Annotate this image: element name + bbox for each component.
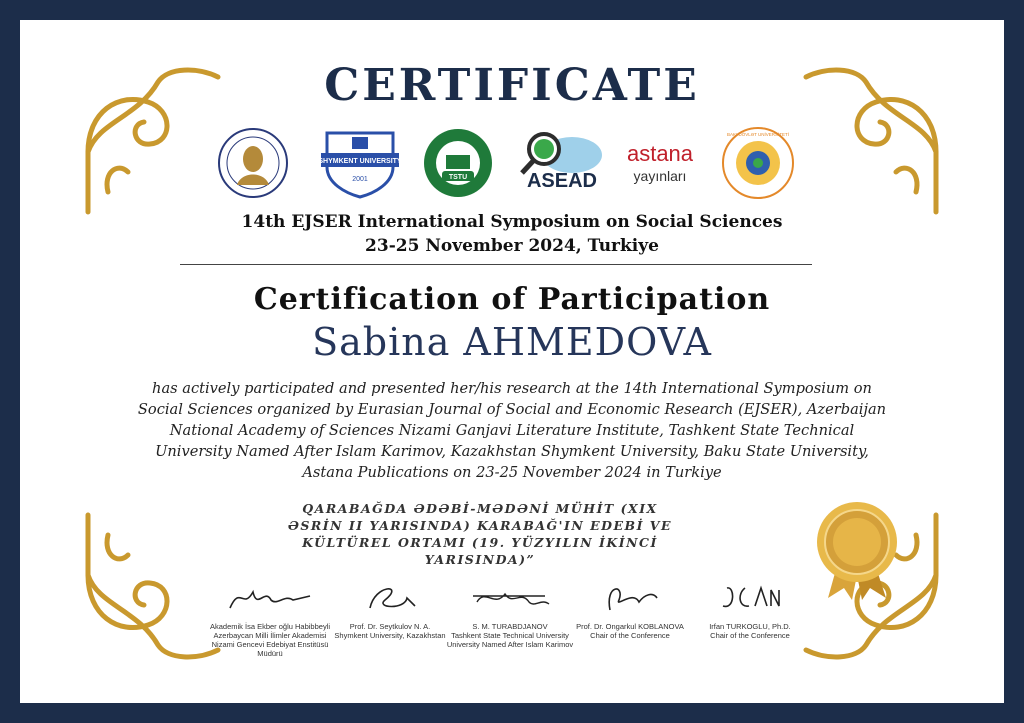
divider (180, 264, 812, 265)
signature-block (320, 580, 460, 640)
baku-university-logo (720, 125, 795, 200)
baku-label: BAKI DÖVLƏT UNİVERSİTETİ (726, 131, 789, 137)
symposium-info (20, 210, 1004, 258)
signatures (210, 580, 810, 670)
asead-label: ASEAD (526, 169, 597, 192)
signatory-line: Chair of the Conference (590, 631, 670, 640)
tstu-label: TSTU (448, 173, 467, 181)
astana-label-2: yayınları (633, 167, 687, 184)
signature-mark (345, 580, 435, 614)
signatory-line: University Named After Islam Karimov (446, 640, 574, 649)
shymkent-university-logo (315, 125, 405, 200)
partner-logos (210, 125, 810, 205)
tstu-logo (420, 125, 495, 200)
signature-mark (705, 580, 795, 614)
signatory-line: Shymkent University, Kazakhstan (334, 631, 446, 640)
signature-block (440, 580, 580, 649)
signatory-line: Tashkent State Technical University (451, 631, 569, 640)
signature-mark (585, 580, 675, 614)
signature-block (200, 580, 340, 658)
body-line: National Academy of Sciences Nizami Ganjavi Literature Institute, Tashkent State Technical (169, 422, 855, 439)
body-line: has actively participated and presented her/his research at the 14th International Symposium on (152, 380, 872, 397)
shymkent-year: 2001 (352, 175, 368, 183)
signatory-line: Nizami Gencevi Edebiyat Enstitüsü Müdürü (211, 640, 329, 658)
certification-heading: Certification of Participation (253, 282, 771, 317)
astana-label-1: astana (626, 140, 694, 166)
paper-title-line: QARABAĞDA ƏDƏBİ-MƏDƏNİ MÜHİT (XIX (302, 501, 658, 516)
signature-mark (465, 580, 555, 614)
paper-title-line: KÜLTÜREL ORTAMI (19. YÜZYILIN İKİNCİ (302, 535, 658, 550)
paper-title-line: ƏSRİN II YARISINDA) KARABAĞ'IN EDEBİ VE (287, 518, 673, 533)
body-line: Astana Publications on 23-25 November 2024 in Turkiye (302, 464, 722, 481)
recipient-name: Sabina AHMEDOVA (312, 320, 712, 364)
certificate-paper (20, 20, 1004, 703)
signatory-line: Akademik İsa Ekber oğlu Habibbeyli (209, 622, 331, 631)
body-text (120, 378, 904, 483)
signatory-line: Chair of the Conference (710, 631, 790, 640)
signatory-line: Azerbaycan Milli İlimler Akademisi (213, 631, 327, 640)
asead-logo (510, 125, 605, 200)
gold-seal-icon (810, 500, 905, 600)
signature-mark (225, 580, 315, 614)
signatory-line: Irfan TURKOGLU, Ph.D. (709, 622, 791, 631)
certificate-title: CERTIFICATE (324, 60, 700, 111)
shymkent-label: SHYMKENT UNIVERSITY (318, 157, 402, 165)
symposium-date: 23-25 November 2024, Turkiye (365, 236, 659, 256)
astana-logo (615, 125, 705, 200)
signature-block (560, 580, 700, 640)
signatory-line: Prof. Dr. Ongarkul KOBLANOVA (576, 622, 684, 631)
academy-logo (215, 125, 290, 200)
body-line: University Named After Islam Karimov, Kazakhstan Shymkent University, Baku State University, (155, 443, 869, 460)
signatory-line: S. M. TURABDJANOV (472, 622, 548, 631)
paper-title (280, 500, 680, 568)
signature-block (680, 580, 820, 640)
signatory-line: Prof. Dr. Seytkulov N. A. (349, 622, 431, 631)
symposium-name: 14th EJSER International Symposium on Social Sciences (241, 212, 783, 232)
body-line: Social Sciences organized by Eurasian Journal of Social and Economic Research (EJSER), Azerbaijan (137, 401, 887, 418)
paper-title-line: YARISINDA)” (424, 552, 536, 567)
